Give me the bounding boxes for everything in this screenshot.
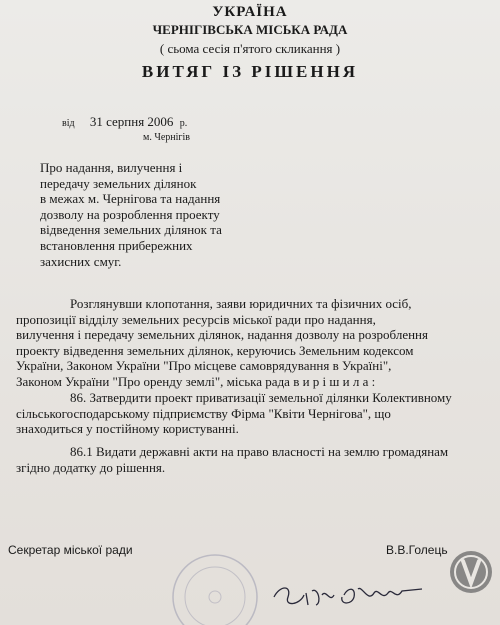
- date-prefix: від: [62, 118, 75, 129]
- signatory-name: В.В.Голець: [386, 543, 448, 557]
- item-86-1: [16, 444, 492, 475]
- body-line: пропозиції відділу земельних ресурсів міської ради про надання,: [16, 311, 376, 327]
- subject-line: захисних смуг.: [40, 253, 122, 269]
- watermark-logo: [448, 549, 494, 595]
- decision-subject: [40, 160, 280, 269]
- date-value: 31 серпня 2006: [89, 114, 174, 129]
- city-name: м. Чернігів: [143, 132, 190, 143]
- subject-line: передачу земельних ділянок: [40, 175, 197, 191]
- body-line: України, Законом України "Про місцеве самоврядування в Україні",: [16, 358, 392, 373]
- intro-paragraph: [16, 296, 492, 389]
- body-line: Законом України "Про оренду землі", міська рада в и р і ш и л а :: [16, 373, 376, 389]
- council-heading: ЧЕРНІГІВСЬКА МІСЬКА РАДА: [152, 22, 348, 37]
- subject-line: Про надання, вилучення і: [40, 160, 183, 175]
- body-line: 86.1 Видати державні акти на право власності на землю громадянам: [70, 444, 449, 459]
- body-line: знаходиться у постійному користуванні.: [16, 421, 239, 436]
- handwritten-signature: [270, 575, 430, 615]
- body-line: Розглянувши клопотання, заяви юридичних та фізичних осіб,: [70, 296, 412, 311]
- date-suffix: р.: [179, 118, 188, 129]
- country-heading: УКРАЇНА: [212, 4, 288, 20]
- subject-line: відведення земельних ділянок та: [40, 222, 222, 238]
- body-line: згідно додатку до рішення.: [16, 459, 166, 475]
- subject-line: встановлення прибережних: [40, 237, 193, 253]
- subject-line: в межах м. Чернігова та надання: [40, 191, 221, 207]
- body-line: 86. Затвердити проект приватизації земельної ділянки Колективному: [70, 390, 452, 405]
- secretary-position: Секретар міської ради: [8, 543, 133, 557]
- body-line: сільськогосподарському підприємству Фірма "Квіти Чернігова", що: [16, 405, 391, 421]
- body-line: вилучення і передачу земельних ділянок, надання дозволу на розроблення: [16, 327, 428, 342]
- decision-date: [62, 114, 187, 130]
- subject-line: дозволу на розроблення проекту: [40, 206, 220, 222]
- document-title: ВИТЯГ ІЗ РІШЕННЯ: [141, 62, 359, 81]
- official-stamp: [160, 545, 270, 625]
- body-line: проекту відведення земельних ділянок, керуючись Земельним кодексом: [16, 342, 414, 358]
- session-heading: ( сьома сесія п'ятого скликання ): [159, 41, 341, 56]
- item-86: [16, 390, 492, 437]
